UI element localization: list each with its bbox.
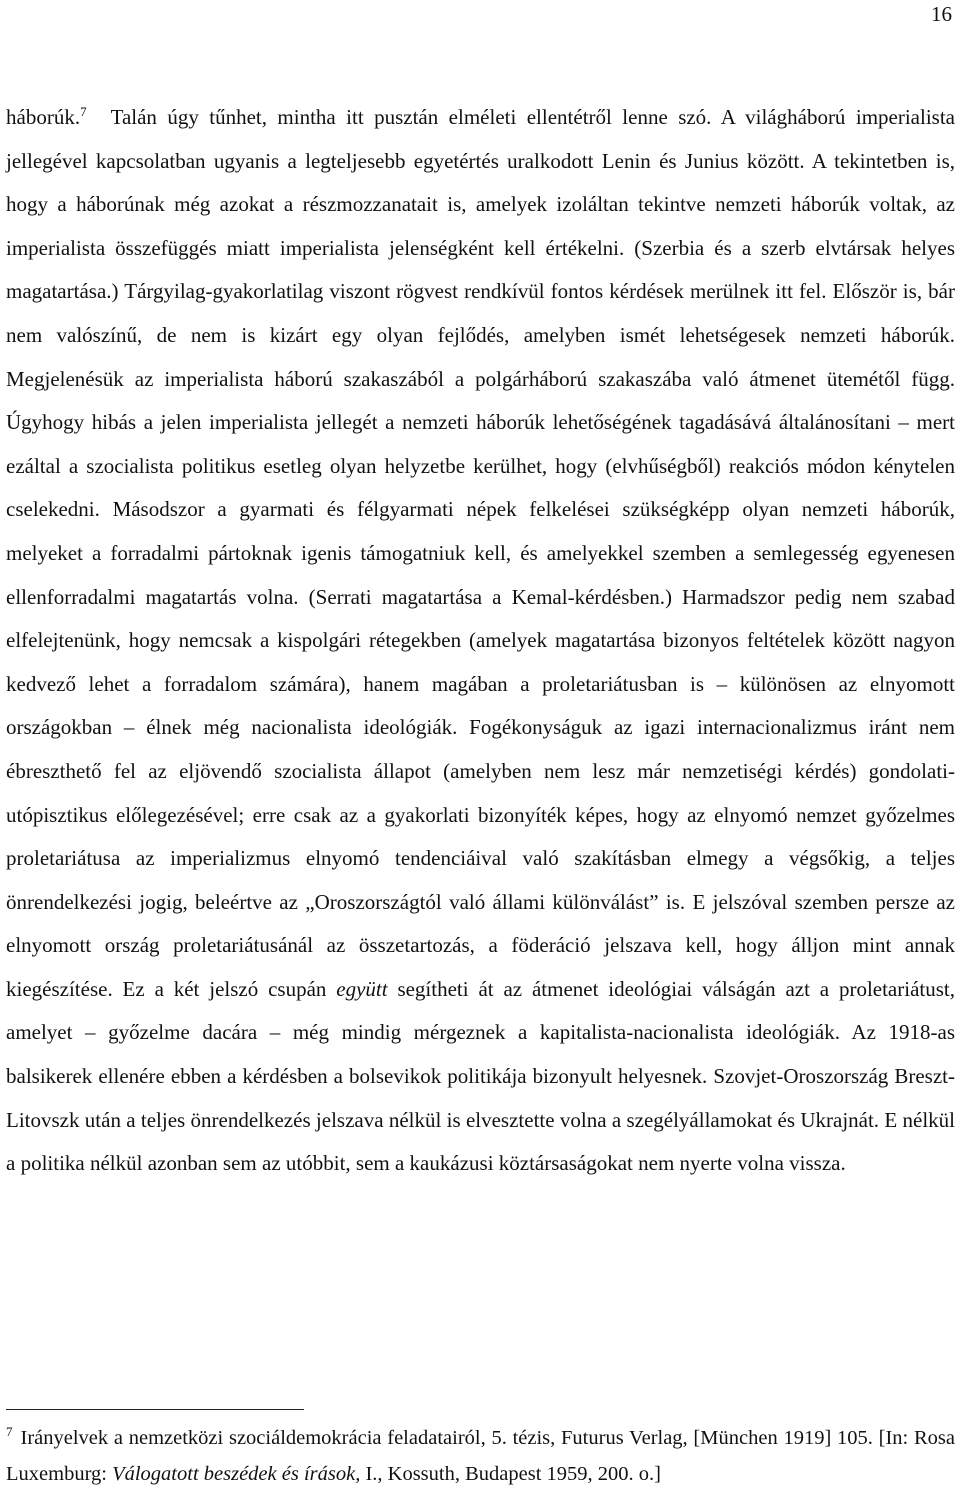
footnote-text-start: Irányelvek a nemzetközi szociáldemokrácia feladatairól, 5. tézis, Futurus Verlag, [München 1919] 105. [In: Rosa Luxemburg: <box>6 1427 955 1485</box>
footnote-separator <box>6 1409 304 1410</box>
page-number: 16 <box>931 2 952 26</box>
body-text-end: segítheti át az átmenet ideológiai válságán azt a proletariátust, amelyet – győzelme dacára – még mindig mérgeznek a kapitalista-nacionalista ideológiák. Az 1918-as balsikerek ellenére ebben a kérdésben a bolsevikok politikája bizonyult helyesnek. Szovjet-Oroszország Breszt-Litovszk után a teljes önrendelkezés jelszava nélkül is elvesztette volna a szegélyállamokat és Ukrajnát. E nélkül a politika nélkül azonban sem az utóbbit, sem a kaukázusi köztársaságokat nem nyerte volna vissza. <box>6 976 955 1176</box>
body-text-start: háborúk. <box>6 105 81 129</box>
body-text-main: Talán úgy tűnhet, mintha itt pusztán elméleti ellentétről lenne szó. A világháború imperialista jellegével kapcsolatban ugyanis a legteljesebb egyetértés uralkodott Lenin és Junius között. A tekintetben is, hogy a háborúnak még azokat a részmozzanatait is, amelyek izoláltan tekintve nemzeti háborúk voltak, az imperialista összefüggés miatt imperialista jelenségként kell értékelni. (Szerbia és a szerb elvtársak helyes magatartása.) Tárgyilag-gyakorlatilag viszont rögvest rendkívül fontos kérdések merülnek itt fel. Először is, bár nem valószínű, de nem is kizárt egy olyan fejlődés, amelyben ismét lehetségesek nemzeti háborúk. Megjelenésük az imperialista háború szakaszából a polgárháború szakaszába való átmenet ütemétől függ. Úgyhogy hibás a jelen imperialista jellegét a nemzeti háborúk lehetőségének tagadásává általánosítani – mert ezáltal a szocialista politikus esetleg olyan helyzetbe kerülhet, hogy (elvhűségből) reakciós módon kénytelen cselekedni. Másodszor a gyarmati és félgyarmati népek felkelései szükségképp olyan nemzeti háborúk, melyeket a forradalmi pártoknak igenis támogatniuk kell, és amelyekkel szemben a semlegesség egyenesen ellenforradalmi magatartás volna. (Serrati magatartása a Kemal-kérdésben.) Harmadszor pedig nem szabad elfelejtenünk, hogy nemcsak a kispolgári rétegekben (amelyek magatartása bizonyos feltételek között nagyon kedvező lehet a forradalom számára), hanem magában a proletariátusban is – különösen az elnyomott országokban – élnek még nacionalista ideológiák. Fogékonyságuk az igazi internacionalizmus iránt nem ébreszthető fel az eljövendő szocialista állapot (amelyben nem lesz már nemzetiségi kérdés) gondolati-utópisztikus előlegezésével; erre csak az a gyakorlati bizonyíték képes, hogy az elnyomó nemzet győzelmes proletariátusa az imperializmus elnyomó tendenciáival való szakításban elmegy a végsőkig, a teljes önrendelkezési jogig, beleértve az „Oroszországtól való állami különválást” is. E jelszóval szemben persze az elnyomott ország proletariátusánál az összetartozás, a föderáció jelszava kell, hogy álljon mint annak kiegészítése. Ez a két jelszó csupán <box>6 105 955 1001</box>
footnote-number: 7 <box>6 1424 13 1440</box>
footnote-reference[interactable]: 7 <box>80 104 87 119</box>
footnote-book-title: Válogatott beszédek és írások, <box>112 1463 361 1485</box>
footnote-text-end: I., Kossuth, Budapest 1959, 200. o.] <box>365 1463 661 1485</box>
footnote <box>6 1420 955 1492</box>
body-paragraph <box>6 96 955 1186</box>
emphasized-word: együtt <box>336 976 388 1001</box>
